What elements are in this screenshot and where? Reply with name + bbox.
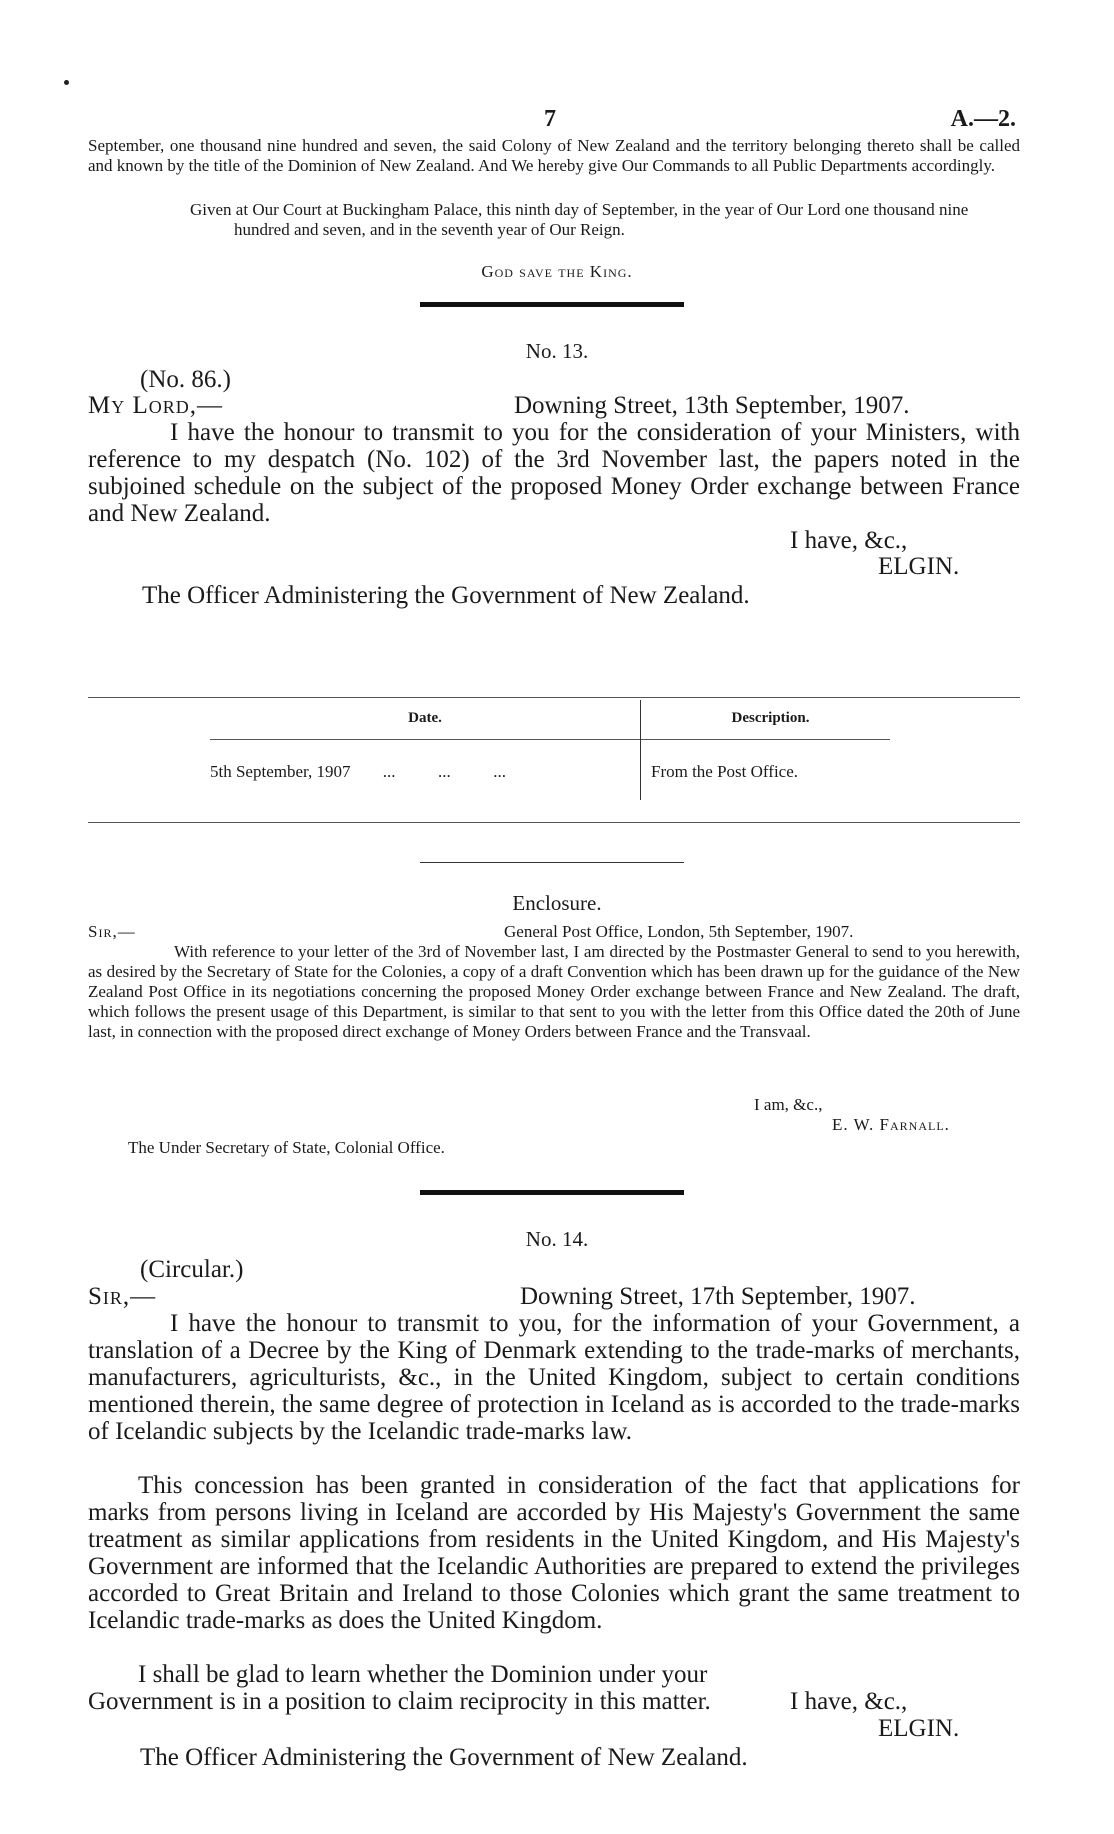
no13-addressee: The Officer Administering the Government of New Zealand. [142,582,750,609]
column-header-description: Description. [641,700,891,740]
enclosure-sign-off: I am, &c., [754,1095,823,1114]
no14-paragraph-3: I shall be glad to learn whether the Dominion under your Government is in a position to claim reciprocity in this matter. [88,1661,711,1715]
row-leaders: ... ... ... [382,762,506,781]
section-divider [420,1190,684,1195]
no14-sign-off: I have, &c., [790,1688,908,1715]
row-description: From the Post Office. [641,740,891,801]
enclosure-addressee: The Under Secretary of State, Colonial Office. [128,1138,445,1157]
page-number: 7 [544,106,556,132]
enclosure-heading: Enclosure. [512,891,602,915]
no14-signature: ELGIN. [878,1715,960,1742]
scan-speck [64,80,69,85]
schedule-top-rule [88,697,1020,698]
enclosure-salutation: Sir,— [88,922,136,941]
no14-paragraph-2: This concession has been granted in consideration of the fact that applications for marks from persons living in Iceland are accorded by His Majesty's Government the same treatment as similar applications from residents in the United Kingdom, and His Majesty's Government are informed that the Icelandic Authorities are prepared to extend the privileges accorded to Great Britain and Ireland to those Colonies which grant the same treatment to Icelandic trade-marks as does the United Kingdom. [88,1472,1020,1634]
no13-heading: No. 13. [525,339,589,363]
no13-salutation: My Lord,— [88,392,224,419]
no14-salutation: Sir,— [88,1283,157,1310]
section-divider [420,302,684,307]
enclosure-divider [420,862,684,863]
row-date: 5th September, 1907 [210,762,351,781]
no14-heading: No. 14. [525,1227,589,1251]
table-row [210,740,890,801]
no14-paragraph-1: I have the honour to transmit to you, for the information of your Government, a translation of a Decree by the King of Denmark extending to the trade-marks of merchants, manufacturers, agriculturists, &c., in the United Kingdom, subject to certain conditions mentioned therein, the same degree of protection in Iceland as is accorded to the trade-marks of Icelandic subjects by the Icelandic trade-marks law. [88,1310,1020,1445]
row-date-cell [210,740,641,801]
enclosure-signature: E. W. Farnall. [832,1115,950,1134]
document-reference: A.—2. [950,106,1016,132]
no13-sign-off: I have, &c., [790,527,908,554]
schedule-table [210,700,890,800]
column-header-date: Date. [408,710,442,726]
proclamation-paragraph: September, one thousand nine hundred and seven, the said Colony of New Zealand and the territory belonging thereto shall be called and known by the title of the Dominion of New Zealand. And We hereby give Our Commands to all Public Departments accordingly. [88,136,1020,175]
enclosure-body: With reference to your letter of the 3rd of November last, I am directed by the Postmaster General to send to you herewith, as desired by the Secretary of State for the Colonies, a copy of a draft Convention which has been drawn up for the guidance of the New Zealand Post Office in its negotiations concerning the proposed Money Order exchange between France and New Zealand. The draft, which follows the present usage of this Department, is similar to that sent to you with the letter from this Office dated the 20th of June last, in connection with the proposed direct exchange of Money Orders between France and the Transvaal. [88,942,1020,1041]
no14-addressee: The Officer Administering the Government of New Zealand. [140,1744,748,1771]
no14-dateline: Downing Street, 17th September, 1907. [520,1283,916,1310]
no13-dateline: Downing Street, 13th September, 1907. [514,392,910,419]
proclamation-closing: God save the King. [481,262,633,281]
no13-reference: (No. 86.) [140,366,231,393]
schedule-header-row [210,700,890,740]
enclosure-dateline: General Post Office, London, 5th September, 1907. [504,922,854,941]
no13-signature: ELGIN. [878,553,960,580]
no13-body: I have the honour to transmit to you for the consideration of your Ministers, with reference to my despatch (No. 102) of the 3rd November last, the papers noted in the subjoined schedule on the subject of the proposed Money Order exchange between France and New Zealand. [88,419,1020,527]
proclamation-given-at: Given at Our Court at Buckingham Palace, this ninth day of September, in the year of Our Lord one thousand nine hundred and seven, and in the seventh year of Our Reign. [190,200,969,239]
no14-reference: (Circular.) [140,1256,244,1283]
schedule-bottom-rule [88,822,1020,823]
